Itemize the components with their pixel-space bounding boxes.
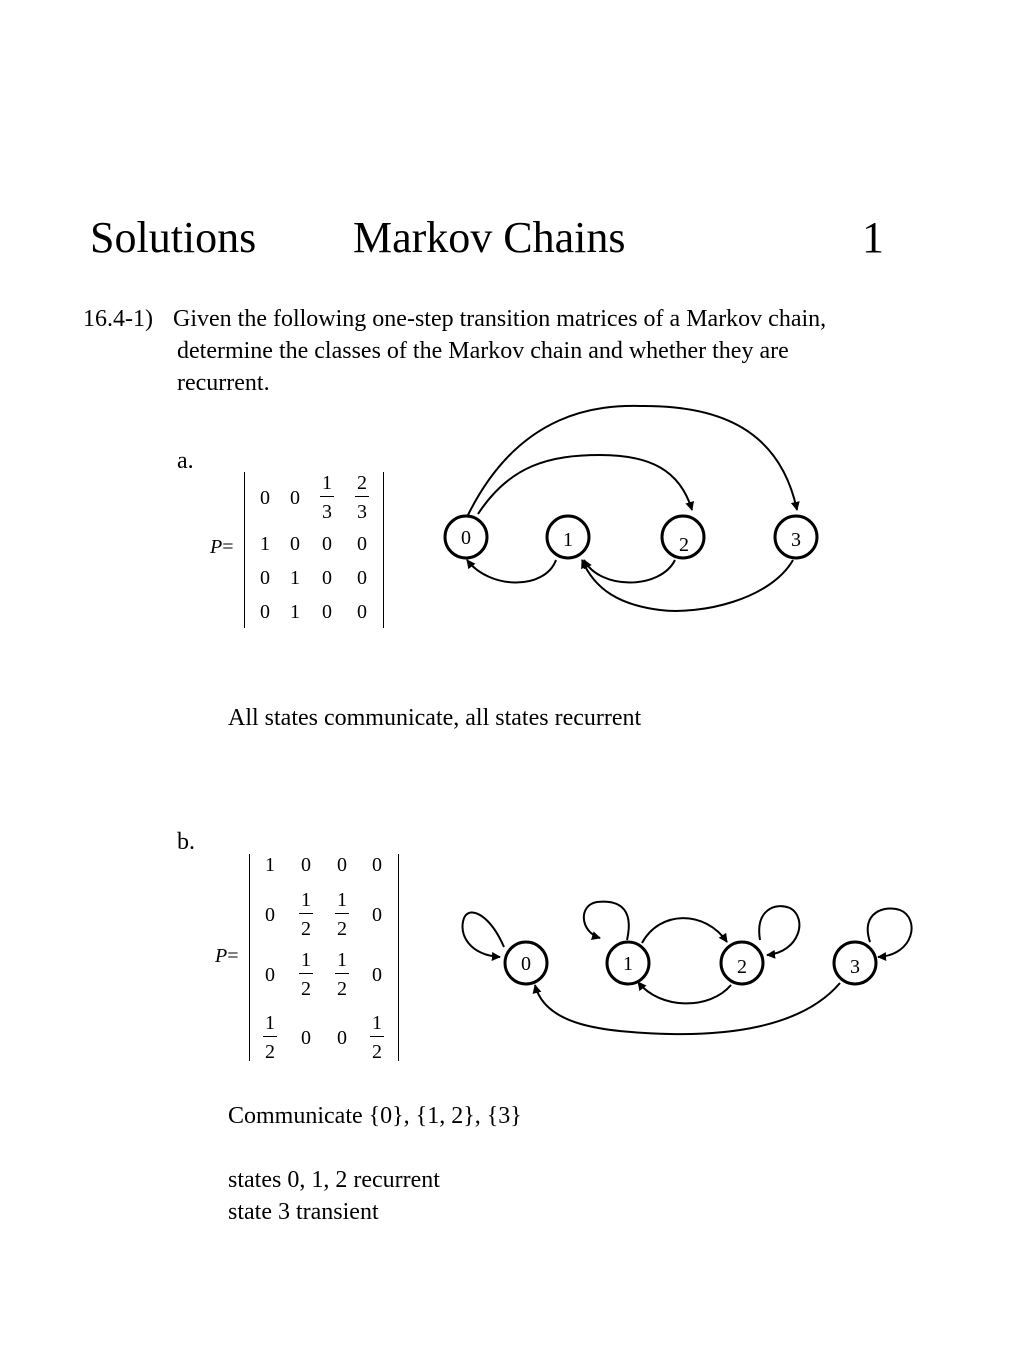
self-loop-b-1	[584, 902, 629, 940]
fraction-numerator: 1	[337, 889, 347, 911]
edge-a-0-to-3	[468, 406, 797, 515]
header-title: Markov Chains	[353, 213, 626, 262]
part-a-matrix-cell-1-2: 0	[322, 533, 332, 555]
edge-a-3-to-1	[582, 560, 793, 611]
part-a-matrix-cell-1-3: 0	[357, 533, 367, 555]
fraction-numerator: 2	[357, 472, 367, 494]
part-a-matrix-cell-2-0: 0	[260, 567, 270, 589]
matrix-p-symbol: P	[215, 945, 228, 967]
part-a-matrix-cell-3-3: 0	[357, 601, 367, 623]
state-label-b-0: 0	[521, 953, 531, 975]
part-a-matrix-cell-2-1: 1	[290, 567, 300, 589]
part-b-matrix-cell-3-1: 0	[301, 1027, 311, 1049]
matrix-p-symbol: P	[210, 536, 223, 558]
fraction-numerator: 1	[301, 889, 311, 911]
part-a-answer: All states communicate, all states recurrent	[228, 705, 642, 731]
fraction-denominator: 3	[322, 501, 332, 523]
fraction-denominator: 2	[337, 918, 347, 940]
part-a-matrix-cell-0-1: 0	[290, 487, 300, 509]
self-loop-b-2	[759, 906, 799, 955]
problem-line-3: recurrent.	[177, 370, 270, 396]
fraction-denominator: 2	[372, 1041, 382, 1063]
edge-b-3-to-0	[535, 983, 840, 1034]
state-label-a-0: 0	[461, 527, 471, 549]
part-b-matrix-cell-0-3: 0	[372, 854, 382, 876]
fraction-denominator: 2	[301, 978, 311, 1000]
fraction-numerator: 1	[372, 1012, 382, 1034]
edge-a-0-to-2	[478, 455, 692, 514]
header-left: Solutions	[90, 213, 257, 262]
part-b-matrix-cell-3-2: 0	[337, 1027, 347, 1049]
self-loop-b-0	[463, 912, 505, 957]
state-label-b-1: 1	[623, 953, 633, 975]
fraction-numerator: 1	[322, 472, 332, 494]
fraction-denominator: 2	[337, 978, 347, 1000]
state-label-a-2: 2	[679, 534, 689, 556]
part-b-answer-classes: Communicate {0}, {1, 2}, {3}	[228, 1103, 522, 1129]
fraction-denominator: 3	[357, 501, 367, 523]
edge-b-1-to-2	[642, 918, 727, 943]
diagram-a	[467, 406, 797, 611]
diagram-b-nodes	[505, 942, 876, 984]
part-b-matrix-cell-2-3: 0	[372, 964, 382, 986]
part-b-label: b.	[177, 829, 195, 855]
part-b-matrix-cell-2-0: 0	[265, 964, 275, 986]
matrix-equals: =	[222, 536, 234, 558]
state-label-b-2: 2	[737, 956, 747, 978]
state-label-a-1: 1	[563, 529, 573, 551]
self-loop-b-3	[868, 909, 912, 957]
page-number: 1	[862, 213, 884, 262]
part-b-answer-transient: state 3 transient	[228, 1199, 379, 1225]
problem-line-2: determine the classes of the Markov chain and whether they are	[177, 338, 789, 364]
part-b-matrix-cell-1-3: 0	[372, 904, 382, 926]
edge-a-2-to-1	[584, 560, 675, 583]
fraction-numerator: 1	[301, 949, 311, 971]
part-a-label: a.	[177, 448, 194, 474]
part-b-answer-recurrent: states 0, 1, 2 recurrent	[228, 1167, 440, 1193]
problem-number: 16.4-1)	[83, 306, 153, 332]
part-a-matrix-cell-2-3: 0	[357, 567, 367, 589]
fraction-denominator: 2	[301, 918, 311, 940]
part-a-matrix-cell-1-0: 1	[260, 533, 270, 555]
diagram-a-nodes	[445, 516, 817, 558]
state-label-b-3: 3	[850, 956, 860, 978]
part-b-matrix-cell-0-1: 0	[301, 854, 311, 876]
part-a-matrix-cell-3-0: 0	[260, 601, 270, 623]
edge-a-1-to-0	[467, 560, 556, 583]
edge-b-2-to-1	[638, 982, 731, 1003]
part-b-matrix-cell-0-0: 1	[265, 854, 275, 876]
part-b-matrix-cell-0-2: 0	[337, 854, 347, 876]
part-a-matrix-cell-0-0: 0	[260, 487, 270, 509]
matrix-equals: =	[227, 945, 239, 967]
part-a-matrix-cell-1-1: 0	[290, 533, 300, 555]
part-a-matrix-cell-3-1: 1	[290, 601, 300, 623]
fraction-numerator: 1	[265, 1012, 275, 1034]
fraction-denominator: 2	[265, 1041, 275, 1063]
part-b-matrix-cell-1-0: 0	[265, 904, 275, 926]
fraction-numerator: 1	[337, 949, 347, 971]
problem-line-1: Given the following one-step transition matrices of a Markov chain,	[173, 306, 827, 332]
part-a-matrix-cell-2-2: 0	[322, 567, 332, 589]
state-label-a-3: 3	[791, 529, 801, 551]
part-a-matrix-cell-3-2: 0	[322, 601, 332, 623]
